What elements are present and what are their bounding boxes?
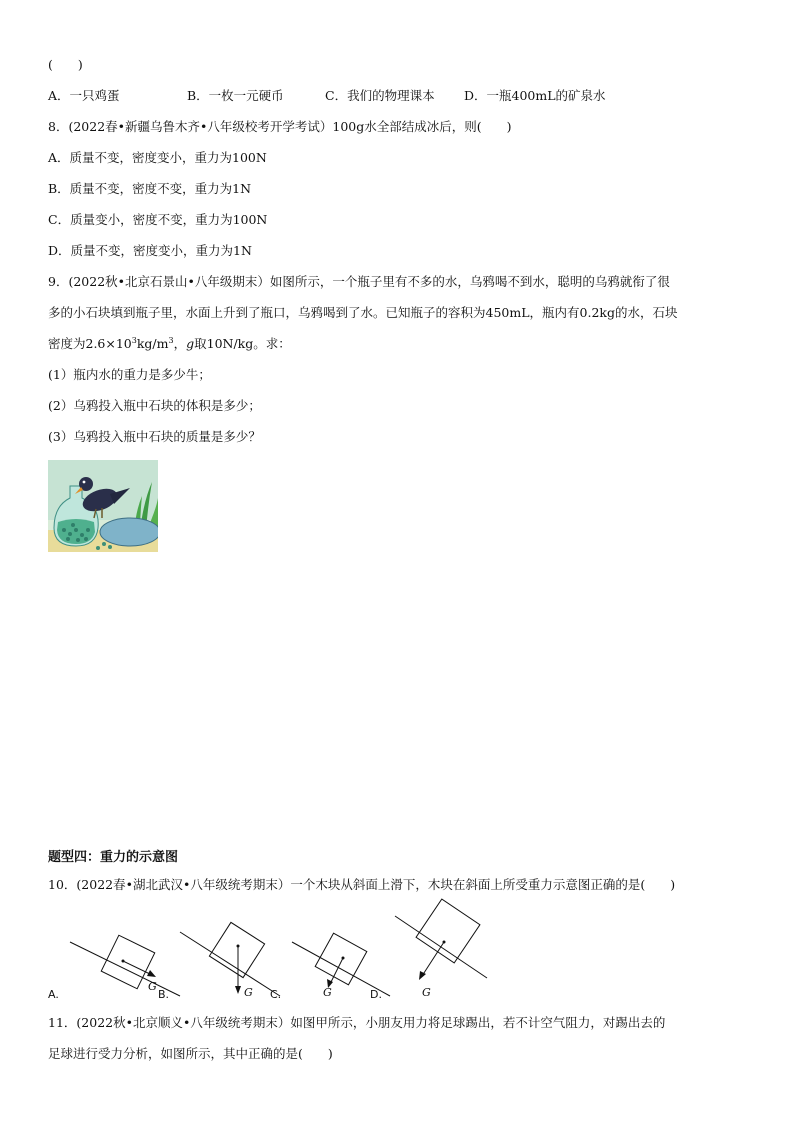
density-unit: kg/m [136,336,169,351]
density-unit-exponent: 3 [168,335,174,345]
q11-stem-line1: 11．(2022秋•北京顺义•八年级统考期末）如图甲所示，小朋友用力将足球踢出，若不计空气阻力，对踢出去的 [48,1015,666,1030]
q7-answer-bracket: ( ) [48,57,83,72]
q9-stem-line1: 9．(2022秋•北京石景山•八年级期末）如图所示，一个瓶子里有不多的水，乌鸦喝不到水，聪明的乌鸦就衔了很 [48,274,670,289]
comma: ， [173,336,187,351]
q8-stem: 8．(2022春•新疆乌鲁木齐•八年级校考开学考试）100g水全部结成冰后，则( ) [48,119,512,134]
q8-option-d: D．质量不变，密度变小，重力为1N [48,243,252,258]
density-value: 密度为2.6×10 [48,336,132,351]
q8-option-c: C．质量变小，密度不变，重力为100N [48,212,268,227]
q7-option-c: C．我们的物理课本 [325,88,435,103]
q9-stem-line3 [48,336,291,352]
q9-sub1: (1）瓶内水的重力是多少牛； [48,367,211,382]
diagram-label-b: B. [158,988,170,1001]
diagram-label-d: D. [370,988,382,1001]
g-value-text: 取10N/kg。求： [194,336,291,351]
q7-option-a: A．一只鸡蛋 [48,88,120,103]
q9-stem-line2: 多的小石块填到瓶子里，水面上升到了瓶口，乌鸦喝到了水。已知瓶子的容积为450mL，瓶内有0.2kg的水，石块 [48,305,678,320]
section-title: 题型四：重力的示意图 [48,850,179,865]
force-label-a: G [148,980,157,993]
force-label-d: G [422,986,431,999]
q10-stem: 10．(2022春•湖北武汉•八年级统考期末）一个木块从斜面上滑下，木块在斜面上所受重力示意图正确的是( ) [48,877,676,892]
crow-bottle-illustration [48,460,158,552]
g-symbol: g [186,336,195,351]
force-label-b: G [244,986,253,999]
q9-sub3: (3）乌鸦投入瓶中石块的质量是多少？ [48,429,261,444]
diagram-d [370,899,487,1001]
q10-force-diagrams [40,898,500,1006]
q7-option-d: D．一瓶400mL的矿泉水 [464,88,606,103]
q8-option-b: B．质量不变，密度不变，重力为1N [48,181,252,196]
diagram-label-a: A. [48,988,59,1001]
q7-option-b: B．一枚一元硬币 [187,88,284,103]
density-exponent: 3 [131,335,137,345]
diagram-label-c: C. [270,988,282,1001]
q11-stem-line2: 足球进行受力分析，如图所示，其中正确的是( ) [48,1046,333,1061]
q9-sub2: (2）乌鸦投入瓶中石块的体积是多少； [48,398,261,413]
q8-option-a: A．质量不变，密度变小，重力为100N [48,150,267,165]
force-label-c: G [323,986,332,999]
diagram-b [158,922,280,1001]
